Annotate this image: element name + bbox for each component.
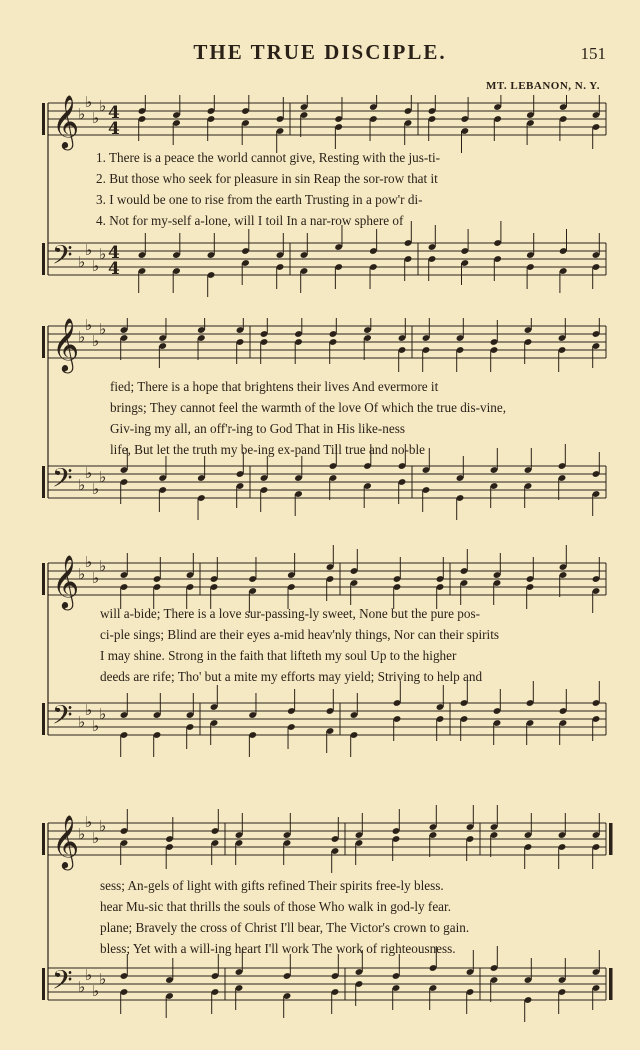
music-system-1 [0, 95, 640, 310]
svg-text:♭: ♭ [85, 318, 93, 334]
svg-text:♭: ♭ [78, 253, 86, 271]
svg-text:4: 4 [108, 259, 120, 279]
lyrics-block [110, 376, 506, 460]
svg-text:𝄢: 𝄢 [52, 462, 73, 500]
verse-line-3: Giv-ing my all, an off'r-ing to God That in His like-ness [110, 421, 406, 436]
svg-text:4: 4 [108, 119, 120, 139]
svg-text:4: 4 [108, 103, 120, 123]
svg-text:𝄢: 𝄢 [52, 964, 73, 1002]
svg-text:♭: ♭ [85, 701, 93, 719]
verse-line-3: I may shine. Strong in the faith that lifteth my soul Up to the higher [100, 648, 457, 663]
music-system-2 [0, 318, 640, 533]
svg-text:♭: ♭ [85, 813, 93, 831]
verse-line-4: 4. Not for my-self a-lone, will I toil In a nar-row sphere of [96, 213, 404, 228]
verse-line-1: sess; An-gels of light with gifts refined Their spirits free-ly bless. [100, 878, 444, 893]
verse-line-2: hear Mu-sic that thrills the souls of those Who walk in god-ly fear. [100, 899, 451, 914]
svg-text:♭: ♭ [92, 717, 100, 735]
svg-text:♭: ♭ [99, 468, 107, 486]
svg-text:♭: ♭ [78, 978, 86, 996]
svg-text:♭: ♭ [78, 713, 86, 731]
svg-text:♭: ♭ [99, 245, 107, 263]
svg-text:♭: ♭ [85, 966, 93, 984]
verse-line-4: bless; Yet with a will-ing heart I'll work The work of righteousness. [100, 941, 456, 956]
svg-text:♭: ♭ [99, 557, 107, 575]
svg-text:♭: ♭ [92, 480, 100, 498]
verse-line-1: will a-bide; There is a love sur-passing-ly sweet, None but the pure pos- [100, 606, 481, 621]
svg-text:♭: ♭ [99, 705, 107, 723]
svg-text:♭: ♭ [92, 257, 100, 275]
svg-text:♭: ♭ [85, 95, 93, 111]
svg-text:♭: ♭ [85, 464, 93, 482]
svg-text:𝄞: 𝄞 [52, 95, 80, 148]
verse-line-3: plane; Bravely the cross of Christ I'll bear, The Victor's crown to gain. [100, 920, 470, 935]
svg-text:♭: ♭ [92, 332, 100, 350]
svg-text:♭: ♭ [99, 97, 107, 115]
svg-text:4: 4 [108, 243, 120, 263]
verse-line-2: brings; They cannot feel the warmth of the love Of which the true dis-vine, [110, 400, 506, 415]
verse-line-1: fied; There is a hope that brightens their lives And evermore it [110, 379, 439, 394]
music-system-4 [0, 805, 640, 1040]
svg-text:♭: ♭ [78, 328, 86, 346]
svg-text:𝄞: 𝄞 [52, 814, 80, 868]
svg-text:♭: ♭ [92, 569, 100, 587]
svg-text:♭: ♭ [85, 241, 93, 259]
music-system-3 [0, 545, 640, 775]
svg-text:♭: ♭ [92, 829, 100, 847]
verse-line-4: deeds are rife; Tho' but a mite my efforts may yield; Striving to help and [100, 669, 483, 684]
svg-text:♭: ♭ [99, 970, 107, 988]
svg-text:♭: ♭ [92, 982, 100, 1000]
verse-line-2: 2. But those who seek for pleasure in sin Reap the sor-row that it [96, 171, 438, 186]
svg-text:𝄞: 𝄞 [52, 554, 80, 608]
svg-text:♭: ♭ [78, 565, 86, 583]
svg-text:𝄢: 𝄢 [52, 699, 73, 737]
verse-line-4: life, But let the truth my be-ing ex-pand Till true and no-ble [110, 442, 425, 457]
hymn-title: THE TRUE DISCIPLE. [193, 40, 447, 64]
svg-text:♭: ♭ [92, 109, 100, 127]
lyrics-block [100, 875, 469, 959]
svg-text:♭: ♭ [78, 476, 86, 494]
svg-text:♭: ♭ [99, 817, 107, 835]
composer-attribution: MT. LEBANON, N. Y. [485, 80, 600, 92]
verse-line-3: 3. I would be one to rise from the earth Trusting in a pow'r di- [96, 192, 423, 207]
svg-text:𝄢: 𝄢 [52, 239, 73, 277]
page-number: 151 [580, 44, 606, 63]
svg-text:♭: ♭ [99, 320, 107, 338]
svg-text:♭: ♭ [78, 825, 86, 843]
lyrics-block [100, 603, 499, 687]
svg-text:♭: ♭ [85, 553, 93, 571]
svg-text:♭: ♭ [78, 105, 86, 123]
verse-line-2: ci-ple sings; Blind are their eyes a-mid heav'nly things, Nor can their spirits [100, 627, 500, 642]
svg-text:𝄞: 𝄞 [52, 318, 80, 371]
verse-line-1: 1. There is a peace the world cannot give, Resting with the jus-ti- [96, 150, 441, 165]
lyrics-block [96, 147, 440, 231]
